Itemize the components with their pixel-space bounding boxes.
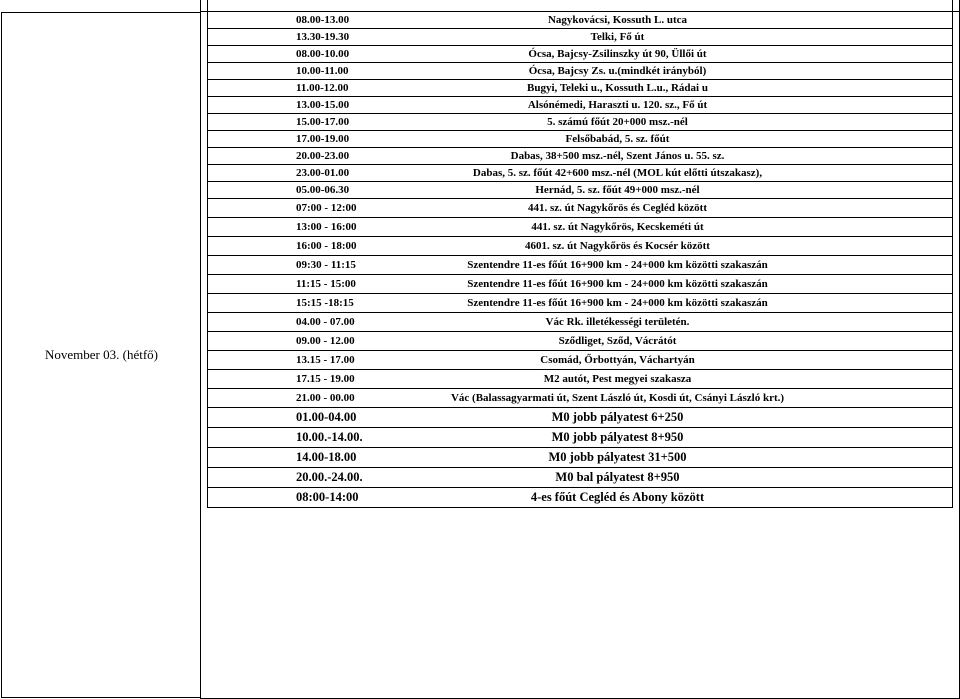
table-row [208, 313, 952, 332]
table-row [208, 351, 952, 370]
time-cell: 15.00-17.00 [296, 116, 350, 128]
location-cell: M0 jobb pályatest 6+250 [551, 410, 684, 424]
table-row [208, 488, 952, 508]
time-cell: 08.00-10.00 [296, 48, 350, 60]
time-cell: 21.00 - 00.00 [296, 392, 355, 404]
time-cell: 14.00-18.00 [296, 450, 357, 464]
table-row [208, 165, 952, 182]
table-row [208, 80, 952, 97]
location-cell: Szentendre 11-es főút 16+900 km - 24+000 km közötti szakaszán [467, 297, 768, 309]
table-row [208, 370, 952, 389]
time-cell: 08.00-13.00 [296, 14, 350, 26]
table-row [208, 294, 952, 313]
location-cell: Szentendre 11-es főút 16+900 km - 24+000 km közötti szakaszán [467, 278, 768, 290]
location-cell: 4-es főút Cegléd és Abony között [530, 490, 705, 504]
day-label: November 03. (hétfő) [45, 347, 158, 362]
time-cell: 17.15 - 19.00 [296, 373, 355, 385]
location-cell: 4601. sz. út Nagykőrös és Kocsér között [525, 240, 710, 252]
location-cell: Csomád, Őrbottyán, Váchartyán [540, 354, 695, 366]
time-cell: 10.00.-14.00. [296, 430, 363, 444]
table-row [208, 448, 952, 468]
table-row [208, 389, 952, 408]
time-cell: 13.30-19.30 [296, 31, 350, 43]
time-cell: 16:00 - 18:00 [296, 240, 357, 252]
table-row [208, 114, 952, 131]
time-cell: 08:00-14:00 [296, 490, 359, 504]
time-cell: 13.15 - 17.00 [296, 354, 355, 366]
table-row [208, 218, 952, 237]
table-row [208, 468, 952, 488]
table-row [208, 29, 952, 46]
time-cell: 15:15 -18:15 [296, 297, 354, 309]
location-cell: Felsőbabád, 5. sz. főút [565, 133, 670, 145]
time-cell: 20.00-23.00 [296, 150, 350, 162]
time-cell: 07:00 - 12:00 [296, 202, 357, 214]
time-cell: 17.00-19.00 [296, 133, 350, 145]
schedule-rows [207, 12, 953, 508]
location-cell: Vác Rk. illetékességi területén. [545, 316, 690, 328]
location-cell: Hernád, 5. sz. főút 49+000 msz.-nél [535, 184, 700, 196]
location-cell: Alsónémedi, Haraszti u. 120. sz., Fő út [527, 99, 708, 111]
table-top-strip [200, 0, 960, 12]
time-cell: 11:15 - 15:00 [296, 278, 356, 290]
time-cell: 05.00-06.30 [296, 184, 350, 196]
location-cell: 5. számú főút 20+000 msz.-nél [547, 116, 688, 128]
location-cell: Dabas, 38+500 msz.-nél, Szent János u. 55. sz. [510, 150, 725, 162]
table-row [208, 12, 952, 29]
location-cell: 441. sz. út Nagykőrös, Kecskeméti út [531, 221, 704, 233]
location-cell: Vác (Balassagyarmati út, Szent László út, Kosdi út, Csányi László krt.) [450, 392, 785, 404]
location-cell: M0 jobb pályatest 31+500 [548, 450, 687, 464]
location-cell: Dabas, 5. sz. főút 42+600 msz.-nél (MOL kút előtti útszakasz), [472, 167, 763, 179]
location-cell: Sződliget, Sződ, Vácrátót [558, 335, 677, 347]
time-cell: 09.00 - 12.00 [296, 335, 355, 347]
table-row [208, 182, 952, 199]
location-cell: Bugyi, Teleki u., Kossuth L.u., Rádai u [527, 82, 708, 94]
table-row [208, 97, 952, 114]
time-cell: 04.00 - 07.00 [296, 316, 355, 328]
location-cell: M0 bal pályatest 8+950 [555, 470, 680, 484]
table-row [208, 148, 952, 165]
table-row [208, 332, 952, 351]
table-row [208, 275, 952, 294]
table-row [208, 408, 952, 428]
location-cell: Telki, Fő út [590, 31, 645, 43]
table-row [208, 131, 952, 148]
table-row [208, 256, 952, 275]
location-cell: Nagykovácsi, Kossuth L. utca [547, 14, 688, 26]
time-cell: 23.00-01.00 [296, 167, 350, 179]
time-cell: 10.00-11.00 [296, 65, 349, 77]
time-cell: 13:00 - 16:00 [296, 221, 357, 233]
time-cell: 11.00-12.00 [296, 82, 349, 94]
location-cell: Szentendre 11-es főút 16+900 km - 24+000 km közötti szakaszán [467, 259, 768, 271]
location-cell: 441. sz. út Nagykőrös és Cegléd között [527, 202, 708, 214]
time-cell: 20.00.-24.00. [296, 470, 363, 484]
date-column [1, 12, 200, 698]
table-row [208, 63, 952, 80]
location-cell: Ócsa, Bajcsy-Zsilinszky út 90, Üllői út [528, 48, 707, 60]
location-cell: M2 autót, Pest megyei szakasza [543, 373, 692, 385]
table-row [208, 237, 952, 256]
time-cell: 01.00-04.00 [296, 410, 357, 424]
location-cell: Ócsa, Bajcsy Zs. u.(mindkét irányból) [528, 65, 707, 77]
table-row [208, 199, 952, 218]
table-row [208, 428, 952, 448]
time-cell: 09:30 - 11:15 [296, 259, 356, 271]
table-row [208, 46, 952, 63]
location-cell: M0 jobb pályatest 8+950 [551, 430, 684, 444]
time-cell: 13.00-15.00 [296, 99, 350, 111]
schedule-table [200, 12, 960, 699]
